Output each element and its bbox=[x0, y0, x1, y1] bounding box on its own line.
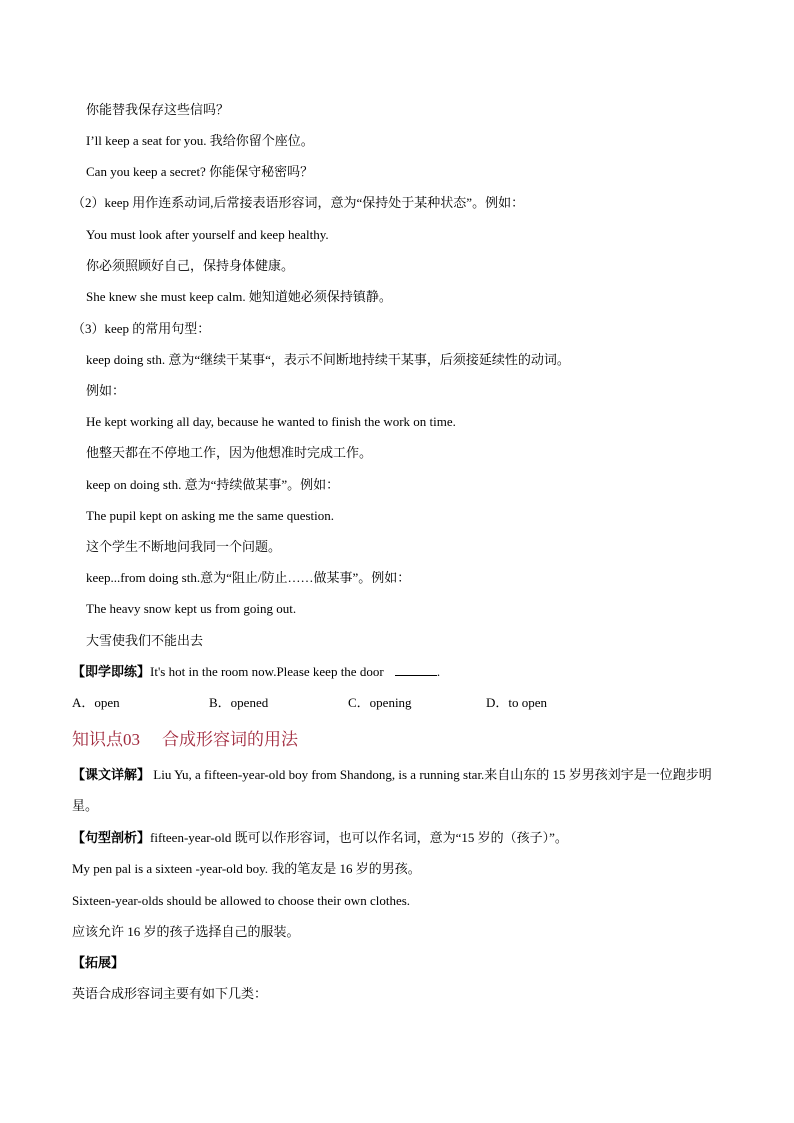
example-line: You must look after yourself and keep healthy. bbox=[86, 227, 329, 242]
example-line: 他整天都在不停地工作，因为他想准时完成工作。 bbox=[86, 445, 373, 460]
practice-label: 【即学即练】 bbox=[72, 664, 151, 679]
heading-title: 合成形容词的用法 bbox=[162, 730, 298, 749]
option-a: A．open bbox=[72, 695, 120, 710]
rule-line: keep on doing sth. 意为“持续做某事”。例如： bbox=[86, 477, 340, 492]
practice-question bbox=[72, 663, 440, 681]
option-d: D．to open bbox=[486, 695, 548, 710]
example-line: Can you keep a secret? 你能保守秘密吗？ bbox=[86, 164, 314, 179]
example-line: 例如： bbox=[86, 383, 126, 398]
example-line: The heavy snow kept us from going out. bbox=[86, 601, 297, 616]
extend-text: 英语合成形容词主要有如下几类： bbox=[72, 986, 268, 1001]
example-line: 大雪使我们不能出去 bbox=[86, 633, 204, 648]
detail-paragraph bbox=[72, 759, 722, 821]
answer-blank bbox=[395, 664, 437, 676]
example-line: I’ll keep a seat for you. 我给你留个座位。 bbox=[86, 133, 314, 148]
detail-text: Liu Yu, a fifteen-year-old boy from Shandong, is a running star.来自山东的 15 岁男孩刘宇是一位跑步明星。 bbox=[72, 767, 712, 813]
example-line: 你能替我保存这些信吗？ bbox=[86, 102, 230, 117]
example-line: My pen pal is a sixteen -year-old boy. 我的笔友是 16 岁的男孩。 bbox=[72, 861, 421, 876]
option-b: B．opened bbox=[209, 695, 269, 710]
rule-line: keep doing sth. 意为“继续干某事“，表示不间断地持续干某事，后须接延续性的动词。 bbox=[86, 352, 570, 367]
analysis-line bbox=[72, 829, 568, 847]
example-line: Sixteen-year-olds should be allowed to choose their own clothes. bbox=[72, 893, 411, 908]
example-line: The pupil kept on asking me the same question. bbox=[86, 508, 335, 523]
analysis-text: fifteen-year-old 既可以作形容词，也可以作名词，意为“15 岁的（孩子）”。 bbox=[150, 830, 568, 845]
example-line: 应该允许 16 岁的孩子选择自己的服装。 bbox=[72, 924, 300, 939]
section-heading bbox=[72, 729, 298, 751]
example-line: He kept working all day, because he wanted to finish the work on time. bbox=[86, 414, 456, 429]
example-line: She knew she must keep calm. 她知道她必须保持镇静。 bbox=[86, 289, 392, 304]
example-line: 这个学生不断地问我同一个问题。 bbox=[86, 539, 282, 554]
extend-label: 【拓展】 bbox=[72, 955, 125, 970]
analysis-label: 【句型剖析】 bbox=[72, 830, 151, 845]
detail-label: 【课文详解】 bbox=[72, 767, 151, 782]
option-c: C．opening bbox=[348, 695, 412, 710]
rule-line: keep...from doing sth.意为“阻止/防止……做某事”。例如： bbox=[86, 570, 411, 585]
practice-question-text: It's hot in the room now.Please keep the door bbox=[150, 664, 387, 679]
rule-line: （3）keep 的常用句型： bbox=[72, 321, 211, 336]
practice-question-end: . bbox=[436, 664, 441, 679]
rule-line: （2）keep 用作连系动词,后常接表语形容词，意为“保持处于某种状态”。例如： bbox=[72, 195, 525, 210]
example-line: 你必须照顾好自己，保持身体健康。 bbox=[86, 258, 295, 273]
heading-number: 知识点03 bbox=[72, 730, 140, 749]
